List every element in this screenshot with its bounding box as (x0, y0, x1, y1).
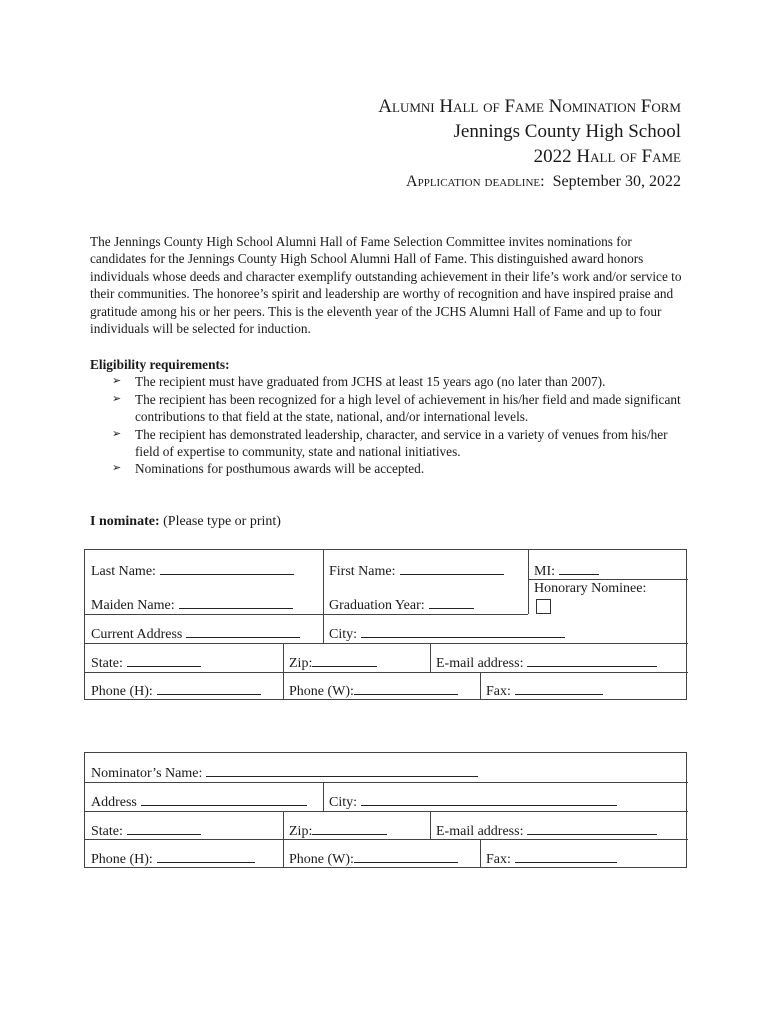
deadline (378, 169, 681, 195)
eligibility-title: Eligibility requirements: (90, 357, 230, 372)
deadline-label: Application deadline: (406, 173, 545, 190)
nominator-phone-home-field[interactable]: Phone (H): (85, 850, 255, 868)
form-header (378, 94, 681, 195)
nominator-name-field[interactable]: Nominator’s Name: (85, 764, 478, 782)
mi-field[interactable]: MI: (528, 562, 599, 580)
arrow-bullet-icon: ➢ (112, 427, 122, 440)
arrow-bullet-icon: ➢ (112, 375, 122, 388)
arrow-bullet-icon: ➢ (112, 392, 122, 405)
nominator-phone-work-field[interactable]: Phone (W): (283, 850, 458, 868)
nominator-address-field[interactable]: Address (85, 793, 307, 811)
fax-field[interactable]: Fax: (480, 682, 603, 700)
list-item: ➢ Nominations for posthumous awards will be accepted. (112, 461, 425, 477)
last-name-field[interactable]: Last Name: (85, 562, 294, 580)
list-item: ➢ The recipient has demonstrated leadership, character, and service in a variety of venues from his/her field of expertise to community, state and national initiatives. (112, 426, 668, 460)
honorary-label: Honorary Nominee: (534, 581, 647, 596)
nominator-state-field[interactable]: State: (85, 822, 201, 840)
maiden-name-field[interactable]: Maiden Name: (85, 596, 293, 614)
nominator-city-field[interactable]: City: (323, 793, 617, 811)
arrow-bullet-icon: ➢ (112, 462, 122, 475)
email-field[interactable]: E-mail address: (430, 654, 657, 672)
intro-paragraph: The Jennings County High School Alumni Hall of Fame Selection Committee invites nominations for candidates for the Jennings County High School Alumni Hall of Fame. This distinguished award honors individuals whose deeds and character exemplify outstanding achievement in their life’s work and/or service to their communities. The honoree’s spirit and leadership are worthy of recognition and have inspired praise and gratitude among his or her peers. This is the eleventh year of the JCHS Alumni Hall of Fame and up to four individuals will be selected for induction. (90, 234, 682, 337)
phone-work-field[interactable]: Phone (W): (283, 682, 458, 700)
state-field[interactable]: State: (85, 654, 201, 672)
current-address-field[interactable]: Current Address (85, 625, 300, 643)
nominate-label: I nominate: (Please type or print) (90, 514, 281, 529)
eligibility-list (90, 373, 686, 477)
nominator-fax-field[interactable]: Fax: (480, 850, 617, 868)
graduation-year-field[interactable]: Graduation Year: (323, 596, 474, 614)
nominator-email-field[interactable]: E-mail address: (430, 822, 657, 840)
form-title: Alumni Hall of Fame Nomination Form (378, 96, 681, 117)
eligibility-section (90, 356, 686, 478)
honorary-checkbox[interactable] (536, 599, 551, 614)
phone-home-field[interactable]: Phone (H): (85, 682, 261, 700)
first-name-field[interactable]: First Name: (323, 562, 504, 580)
zip-field[interactable]: Zip: (283, 654, 377, 672)
list-item: ➢ The recipient has been recognized for a high level of achievement in his/her field and made significant contributions to that field at the state, national, and/or international levels. (112, 391, 681, 425)
deadline-date: September 30, 2022 (552, 173, 681, 190)
city-field[interactable]: City: (323, 625, 565, 643)
nominator-zip-field[interactable]: Zip: (283, 822, 387, 840)
list-item: ➢ The recipient must have graduated from JCHS at least 15 years ago (no later than 2007). (112, 374, 606, 390)
nominator-table (84, 752, 687, 868)
school-name: Jennings County High School (453, 121, 681, 142)
hall-year: 2022 Hall of Fame (533, 146, 681, 167)
nominee-table (84, 549, 687, 700)
